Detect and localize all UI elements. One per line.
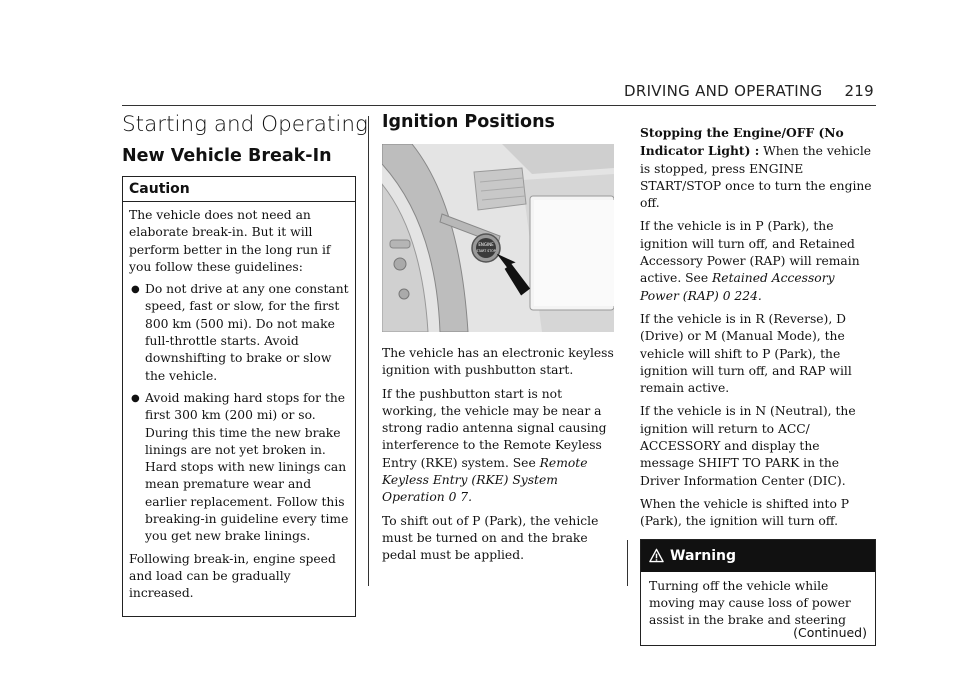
ignition-text: [382, 345, 614, 565]
page-reference[interactable]: 0 224.: [722, 288, 762, 303]
bullet-text: Do not drive at any one constant speed, fast or slow, for the first 800 km (500 mi). Do not make full-throttle starts. Avoid downshifting to brake or slow the vehicle.: [145, 282, 349, 383]
ignition-figure: [382, 144, 614, 332]
warning-title-bar: [641, 540, 875, 572]
column-2: [382, 112, 614, 571]
paragraph: If the vehicle is in N (Neutral), the ignition will return to ACC/ ACCESSORY and display the message SHIFT TO PARK in the Driver Information Center (DIC).: [640, 404, 856, 488]
paragraph: To shift out of P (Park), the vehicle must be turned on and the brake pedal must be applied.: [382, 513, 599, 563]
subsection-title: New Vehicle Break-In: [122, 146, 332, 166]
bullet-icon: ●: [131, 392, 140, 404]
caution-bullet: [129, 390, 349, 546]
continued-label: (Continued): [793, 625, 867, 641]
section-title: Starting and Operating: [122, 112, 368, 137]
page-reference[interactable]: 0 7.: [448, 490, 473, 505]
running-header: [624, 82, 874, 100]
cross-reference-link[interactable]: Retained Accessory Power (RAP): [640, 271, 835, 303]
column-1: [122, 112, 368, 617]
warning-box: [640, 539, 876, 646]
bullet-text: Avoid making hard stops for the first 300 km (200 mi) or so. During this time the new brake linings are not yet broken in. Hard stops with new linings can mean premature wear and earlier replacement. Follow this breaking-in guideline every time you get new brake linings.: [145, 390, 349, 544]
header-section: DRIVING AND OPERATING: [624, 82, 823, 100]
caution-body: [123, 202, 355, 616]
paragraph: If the vehicle is in R (Reverse), D (Drive) or M (Manual Mode), the vehicle will shift to P (Park), the ignition will turn off, and RAP will remain active.: [640, 311, 852, 396]
paragraph: When the vehicle is shifted into P (Park), the ignition will turn off.: [640, 496, 850, 529]
column-divider-2: [627, 540, 628, 586]
paragraph: [640, 218, 876, 304]
caution-outro: Following break-in, engine speed and load can be gradually increased.: [129, 551, 336, 601]
dashboard-illustration-icon: [382, 144, 614, 332]
cross-reference-link[interactable]: Remote Keyless Entry (RKE) System Operation: [382, 455, 588, 505]
caution-bullet: [129, 281, 349, 385]
paragraph: [382, 386, 614, 507]
paragraph: [640, 124, 876, 212]
paragraph-text: If the vehicle is in P (Park), the ignition will turn off, and Retained Accessory Power (RAP) will remain active. See: [640, 219, 860, 286]
warning-title: Warning: [670, 547, 737, 564]
caution-box: [122, 176, 356, 617]
button-label-line2: START STOP: [476, 249, 496, 253]
warning-text: Turning off the vehicle while moving may cause loss of power assist in the brake and steering: [649, 578, 851, 628]
header-rule: [122, 105, 876, 106]
paragraph-text: When the vehicle is stopped, press ENGINE START/STOP once to turn the engine off.: [640, 144, 872, 211]
warning-body: [641, 572, 875, 645]
warning-icon: [649, 548, 664, 563]
page-number: 219: [844, 82, 874, 100]
button-label-line1: ENGINE: [478, 242, 494, 247]
ignition-positions-title: Ignition Positions: [382, 112, 555, 132]
bullet-icon: ●: [131, 284, 140, 296]
term-heading: Stopping the Engine/OFF (No Indicator Light) :: [640, 125, 844, 159]
caution-title: Caution: [123, 177, 355, 202]
column-divider-1: [368, 116, 369, 586]
column-3: [640, 124, 876, 646]
paragraph: The vehicle has an electronic keyless ignition with pushbutton start.: [382, 346, 614, 378]
caution-intro: The vehicle does not need an elaborate break-in. But it will perform better in the long run if you follow these guidelines:: [129, 208, 331, 274]
paragraph-text: If the pushbutton start is not working, the vehicle may be near a strong radio antenna signal causing interference to the Remote Keyless Entry (RKE) system. See: [382, 386, 607, 470]
